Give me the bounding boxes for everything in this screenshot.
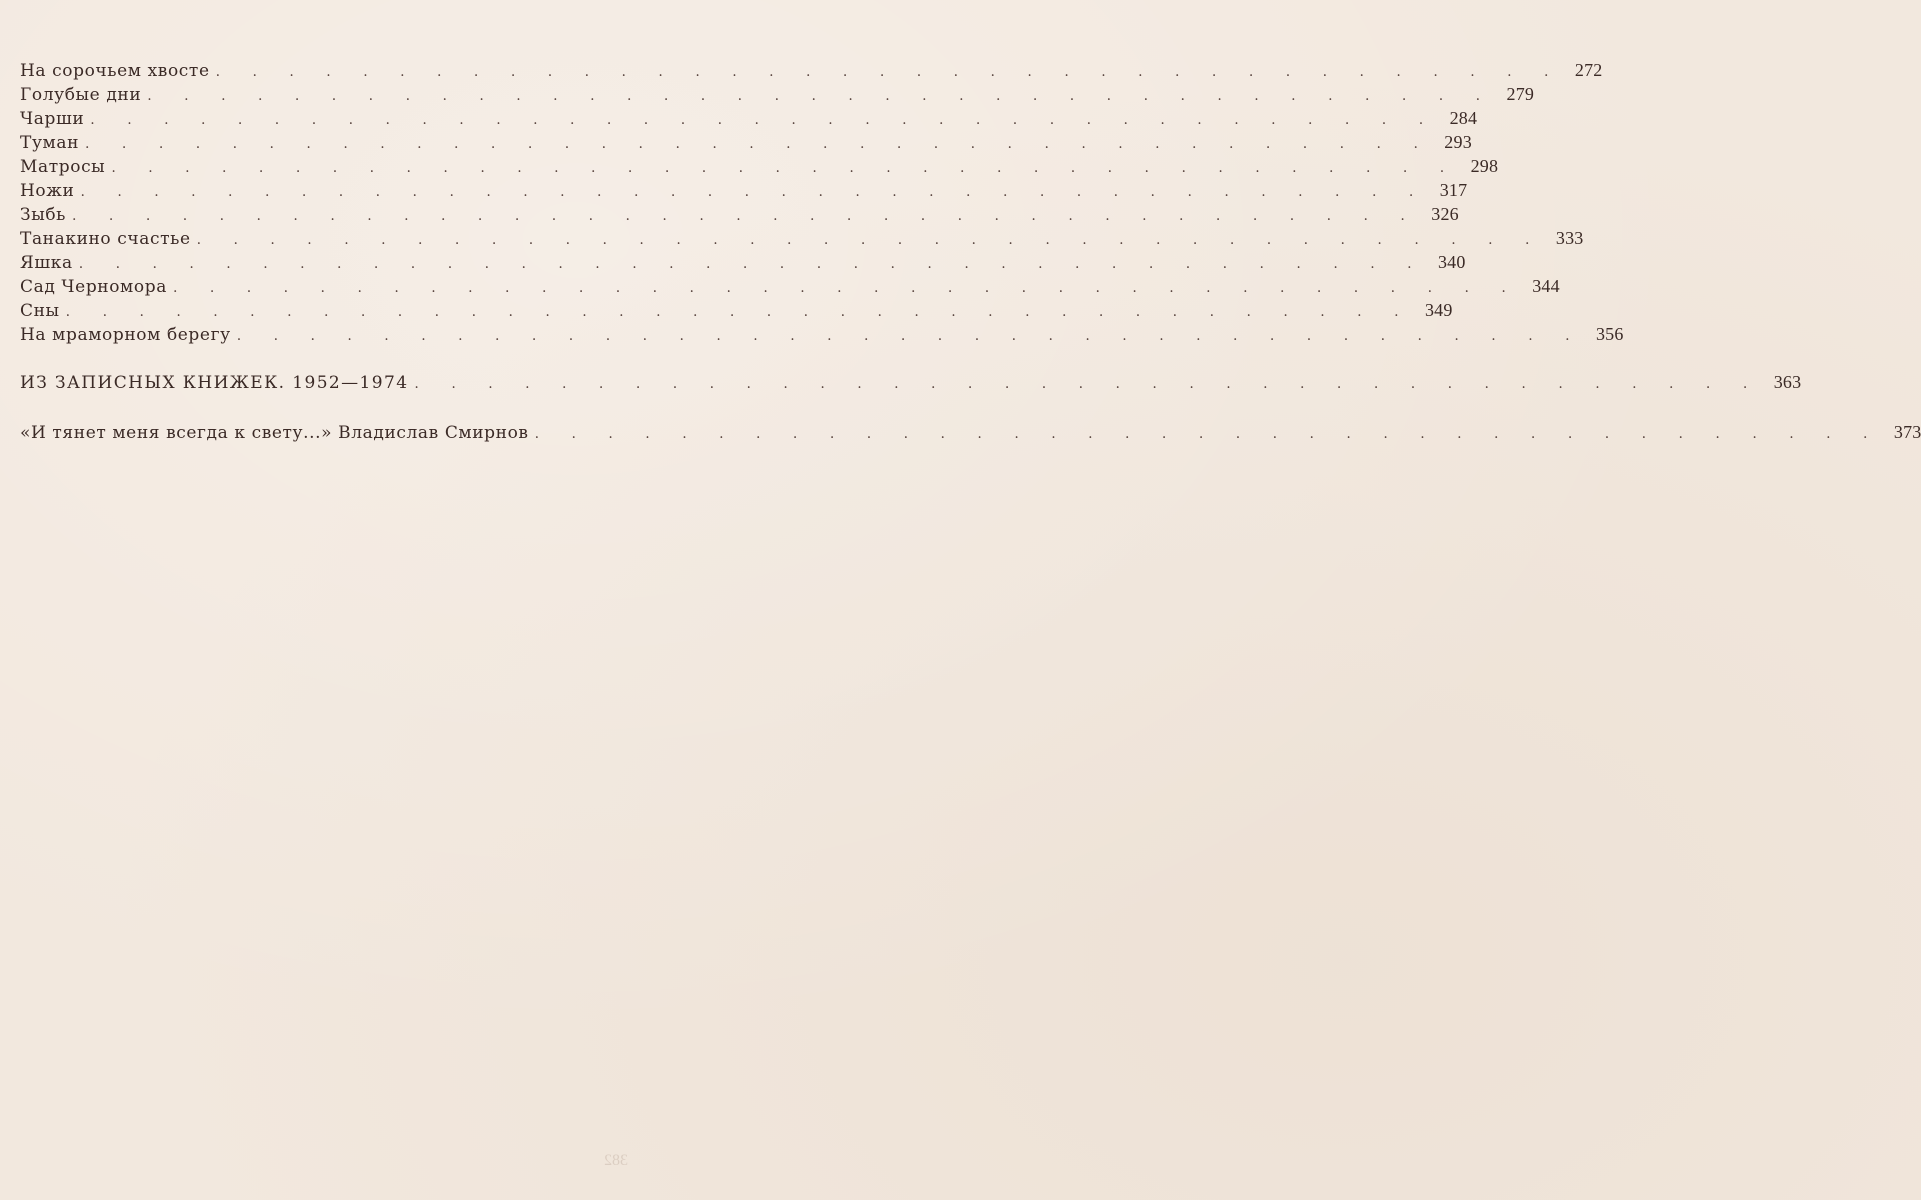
toc-entry-page: 284	[1449, 108, 1478, 128]
toc-entry	[20, 322, 1624, 346]
toc-dot-leader: . . . . . . . . . . . . . . . . . . . . . . . . . . . . . . . . . . . . .	[414, 376, 1762, 392]
toc-entry	[20, 130, 1472, 154]
toc-entry-title: Чарши	[20, 109, 85, 129]
toc-epilogue-entry	[20, 420, 1921, 444]
toc-entry-page: 279	[1506, 84, 1535, 104]
toc-entry-title: Матросы	[20, 157, 106, 177]
toc-entry-page: 340	[1437, 252, 1466, 272]
toc-dot-leader: . . . . . . . . . . . . . . . . . . . . . . . . . . . . . . . . . . . . .	[111, 160, 1459, 176]
toc-epilogue-title: «И тянет меня всегда к свету...» Владислав Смирнов	[20, 423, 529, 443]
table-of-contents	[20, 58, 1921, 444]
toc-entry	[20, 178, 1468, 202]
toc-epilogue-page: 373	[1893, 422, 1921, 442]
toc-section-page: 363	[1773, 372, 1802, 392]
toc-entry-page: 317	[1439, 180, 1468, 200]
toc-entry-page: 272	[1574, 60, 1603, 80]
toc-entry-title: Сны	[20, 301, 60, 321]
toc-entry-title: Сад Черномора	[20, 277, 167, 297]
toc-dot-leader: . . . . . . . . . . . . . . . . . . . . . . . . . . . . . . . . . . . . .	[80, 184, 1428, 200]
toc-dot-leader: . . . . . . . . . . . . . . . . . . . . . . . . . . . . . . . . . . . . .	[72, 208, 1419, 224]
toc-entry	[20, 82, 1535, 106]
toc-section-entry	[20, 370, 1802, 394]
toc-entry-page: 349	[1424, 300, 1453, 320]
toc-entry-title: Голубые дни	[20, 85, 142, 105]
toc-entry	[20, 58, 1603, 82]
toc-entry-title: Яшка	[20, 253, 73, 273]
toc-entry-title: Зыбь	[20, 205, 67, 225]
toc-entry-title: На сорочьем хвосте	[20, 61, 210, 81]
toc-entry-page: 333	[1555, 228, 1584, 248]
toc-dot-leader: . . . . . . . . . . . . . . . . . . . . . . . . . . . . . . . . . . . . .	[90, 112, 1438, 128]
toc-dot-leader: . . . . . . . . . . . . . . . . . . . . . . . . . . . . . . . . . . . . .	[172, 280, 1520, 296]
toc-entry-page: 293	[1444, 132, 1472, 152]
toc-dot-leader: . . . . . . . . . . . . . . . . . . . . . . . . . . . . . . . . . . . . .	[196, 232, 1544, 248]
toc-entry	[20, 274, 1560, 298]
toc-entry	[20, 250, 1466, 274]
toc-dot-leader: . . . . . . . . . . . . . . . . . . . . . . . . . . . . . . . . . . . . .	[78, 256, 1426, 272]
toc-entry-title: Танакино счастье	[20, 229, 191, 249]
toc-dot-leader: . . . . . . . . . . . . . . . . . . . . . . . . . . . . . . . . . . . . .	[236, 328, 1584, 344]
toc-dot-leader: . . . . . . . . . . . . . . . . . . . . . . . . . . . . . . . . . . . . .	[534, 426, 1882, 442]
toc-entry	[20, 298, 1453, 322]
toc-section-title: ИЗ ЗАПИСНЫХ КНИЖЕК. 1952—1974	[20, 373, 409, 393]
toc-dot-leader: . . . . . . . . . . . . . . . . . . . . . . . . . . . . . . . . . . . . .	[85, 136, 1432, 152]
toc-entry-title: Туман	[20, 133, 80, 153]
toc-dot-leader: . . . . . . . . . . . . . . . . . . . . . . . . . . . . . . . . . . . . .	[147, 88, 1495, 104]
toc-entry-page: 356	[1595, 324, 1624, 344]
toc-entry-page: 298	[1470, 156, 1499, 176]
toc-entry-title: На мраморном берегу	[20, 325, 231, 345]
toc-entry-title: Ножи	[20, 181, 75, 201]
toc-entry-page: 326	[1431, 204, 1459, 224]
toc-entry-page: 344	[1532, 276, 1560, 296]
toc-entry	[20, 154, 1499, 178]
toc-dot-leader: . . . . . . . . . . . . . . . . . . . . . . . . . . . . . . . . . . . . .	[65, 304, 1413, 320]
toc-entry	[20, 202, 1459, 226]
toc-entry	[20, 106, 1478, 130]
toc-dot-leader: . . . . . . . . . . . . . . . . . . . . . . . . . . . . . . . . . . . . .	[215, 64, 1563, 80]
toc-entry	[20, 226, 1584, 250]
page-number-show-through: 382	[604, 1152, 628, 1169]
